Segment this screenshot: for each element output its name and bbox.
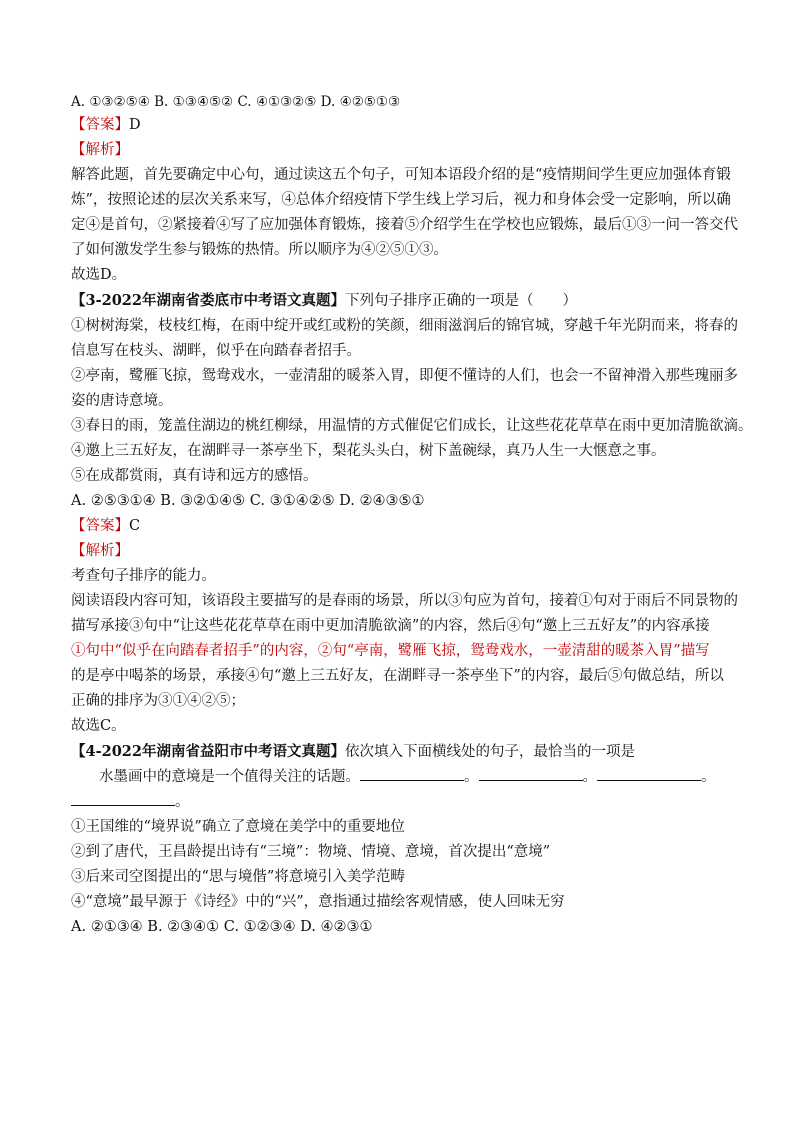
q4-sentence: ②到了唐代，王昌龄提出诗有“三境”：物境、情境、意境，首次提出“意境” bbox=[71, 844, 551, 860]
question-source: 【4-2022年湖南省益阳市中考语文真题】 bbox=[71, 743, 345, 760]
answer-value: C bbox=[129, 518, 141, 534]
q2-analysis-line: 炼”，按照论述的层次关系来写，④总体介绍疫情下学生线上学习后，视力和身体会受一定影响，所以确 bbox=[71, 192, 731, 208]
q3-conclusion: 故选C。 bbox=[71, 718, 126, 734]
q2-analysis-line: 定④是首句，②紧接着④写了应加强体育锻炼，接着⑤介绍学生在学校也应锻炼，最后①③一问一答交代 bbox=[71, 217, 738, 233]
analysis-tag: 【解析】 bbox=[71, 142, 129, 158]
q3-sentence: ③春日的雨，笼盖住湖边的桃红柳绿，用温情的方式催促它们成长，让这些花花草草在雨中更加清脆欲滴。 bbox=[71, 418, 753, 434]
fill-blank-1[interactable] bbox=[360, 766, 464, 781]
q4-stem: 水墨画中的意境是一个值得关注的话题。 bbox=[99, 769, 360, 785]
q4-stem-line-2: 。 bbox=[71, 790, 721, 815]
q4-options: A. ②①③④ B. ②③④① C. ①②③④ D. ④②③① bbox=[71, 919, 373, 935]
q2-analysis-line: 解答此题，首先要确定中心句，通过读这五个句子，可知本语段介绍的是“疫情期间学生更应加强体育锻 bbox=[71, 167, 731, 183]
q3-sentence: 姿的唐诗意境。 bbox=[71, 393, 173, 409]
q2-analysis-line: 了如何激发学生参与锻炼的热情。所以顺序为④②⑤①③。 bbox=[71, 242, 448, 258]
q4-sentence: ④“意境”最早源于《诗经》中的“兴”，意指通过描绘客观情感，使人回味无穷 bbox=[71, 894, 565, 910]
q3-answer bbox=[71, 514, 721, 539]
q3-analysis-line: 阅读语段内容可知，该语段主要描写的是春雨的场景，所以③句应为首句，接着①句对于雨后不同景物的 bbox=[71, 593, 738, 609]
q3-analysis-line: 描写承接③句中“让这些花花草草在雨中更加清脆欲滴”的内容，然后④句“邀上三五好友”的内容承接 bbox=[71, 618, 710, 634]
answer-tag: 【答案】 bbox=[71, 117, 129, 133]
q3-analysis-line: ①句中“似乎在向踏春者招手”的内容，②句“亭南，鹭雁飞掠，鸳鸯戏水，一壶清甜的暖茶入胃”描写 bbox=[71, 643, 710, 659]
q4-header bbox=[71, 739, 721, 765]
q3-sentence: ②亭南，鹭雁飞掠，鸳鸯戏水，一壶清甜的暖茶入胃，即便不懂诗的人们，也会一不留神滑入那些瑰丽多 bbox=[71, 368, 738, 384]
fill-blank-3[interactable] bbox=[597, 766, 701, 781]
analysis-tag: 【解析】 bbox=[71, 543, 129, 559]
q3-sentence: ①树树海棠，枝枝红梅，在雨中绽开或红或粉的笑颜，细雨滋润后的锦官城，穿越千年光阴而来，将春的 bbox=[71, 318, 738, 334]
fill-blank-2[interactable] bbox=[479, 766, 583, 781]
fill-blank-4[interactable] bbox=[71, 791, 175, 806]
q2-options: A. ①③②⑤④ B. ①③④⑤② C. ④①③②⑤ D. ④②⑤①③ bbox=[71, 94, 401, 110]
q4-sentence: ①王国维的“境界说”确立了意境在美学中的重要地位 bbox=[71, 819, 405, 835]
q3-analysis-line: 考查句子排序的能力。 bbox=[71, 568, 216, 584]
q2-conclusion: 故选D。 bbox=[71, 267, 127, 283]
answer-tag: 【答案】 bbox=[71, 518, 129, 534]
answer-value: D bbox=[129, 117, 141, 133]
q3-sentence: ⑤在成都赏雨，真有诗和远方的感悟。 bbox=[71, 468, 318, 484]
q4-stem-line: 水墨画中的意境是一个值得关注的话题。 。 。 。 bbox=[71, 765, 721, 790]
q3-analysis-line: 的是亭中喝茶的场景，承接④句“邀上三五好友，在湖畔寻一茶亭坐下”的内容，最后⑤句做总结，所以 bbox=[71, 668, 724, 684]
question-prompt: 依次填入下面横线处的句子，最恰当的一项是 bbox=[344, 744, 635, 760]
document-page bbox=[71, 92, 753, 940]
q3-analysis-line: 正确的排序为③①④②⑤； bbox=[71, 693, 245, 709]
q4-sentence: ③后来司空图提出的“思与境偕”将意境引入美学范畴 bbox=[71, 869, 405, 885]
q3-options: A. ②⑤③①④ B. ③②①④⑤ C. ③①④②⑤ D. ②④③⑤① bbox=[71, 493, 425, 509]
question-source: 【3-2022年湖南省娄底市中考语文真题】 bbox=[71, 292, 345, 309]
q2-answer bbox=[71, 113, 721, 138]
q3-header bbox=[71, 288, 721, 314]
q3-sentence: ④邀上三五好友，在湖畔寻一茶亭坐下，梨花头头白，树下盖碗绿，真乃人生一大惬意之事。 bbox=[71, 443, 666, 459]
q3-sentence: 信息写在枝头、湖畔，似乎在向踏春者招手。 bbox=[71, 343, 361, 359]
question-prompt: 下列句子排序正确的一项是（ ） bbox=[344, 293, 577, 309]
